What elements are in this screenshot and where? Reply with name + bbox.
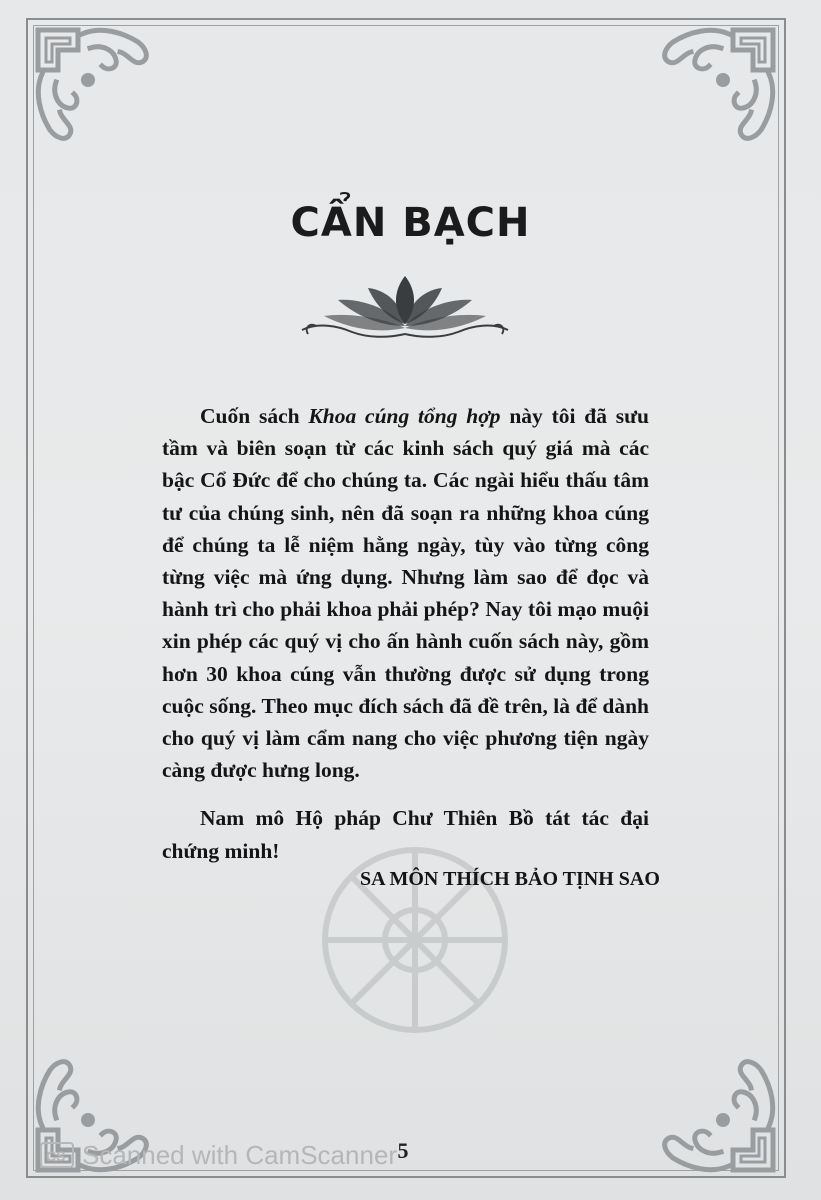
scanner-watermark: [40, 1140, 397, 1170]
book-title: Khoa cúng tổng hợp: [308, 404, 501, 428]
corner-ornament-icon: [30, 22, 160, 152]
dedication: Nam mô Hộ pháp Chư Thiên Bồ tát tác đại chứng minh!: [162, 806, 649, 863]
svg-text:CS: CS: [46, 1148, 66, 1164]
paragraph-text: Cuốn sách: [200, 404, 309, 428]
corner-ornament-icon: [651, 1048, 781, 1178]
watermark-text: Scanned with CamScanner: [82, 1139, 398, 1170]
paragraph-text: này tôi đã sưu tầm và biên soạn từ các kinh sách quý giá mà các bậc Cổ Đức để cho chúng ta. Các ngài hiểu thấu tâm tư của chúng sinh, nên đã soạn ra những khoa cúng để chúng ta lễ niệm hằng ngày, tùy vào từng công từng việc mà ứng dụng. Nhưng làm sao để đọc và hành trì cho phải khoa phải phép? Nay tôi mạo muội xin phép các quý vị cho ấn hành cuốn sách này, gồm hơn 30 khoa cúng vẫn thường được sử dụng trong cuộc sống. Theo mục đích sách đã đề trên, là để dành cho quý vị làm cẩm nang cho việc phương tiện ngày càng được hưng long.: [162, 404, 649, 783]
page-title: CẨN BẠCH: [290, 200, 531, 246]
lotus-ornament-icon: [298, 268, 512, 348]
corner-ornament-icon: [651, 22, 781, 152]
paragraph: [162, 400, 649, 786]
preface-body: [162, 400, 649, 867]
page-number: 5: [397, 1138, 409, 1163]
author-signature: SA MÔN THÍCH BẢO TỊNH SAO: [360, 868, 660, 890]
camscanner-logo-icon: [40, 1142, 74, 1168]
